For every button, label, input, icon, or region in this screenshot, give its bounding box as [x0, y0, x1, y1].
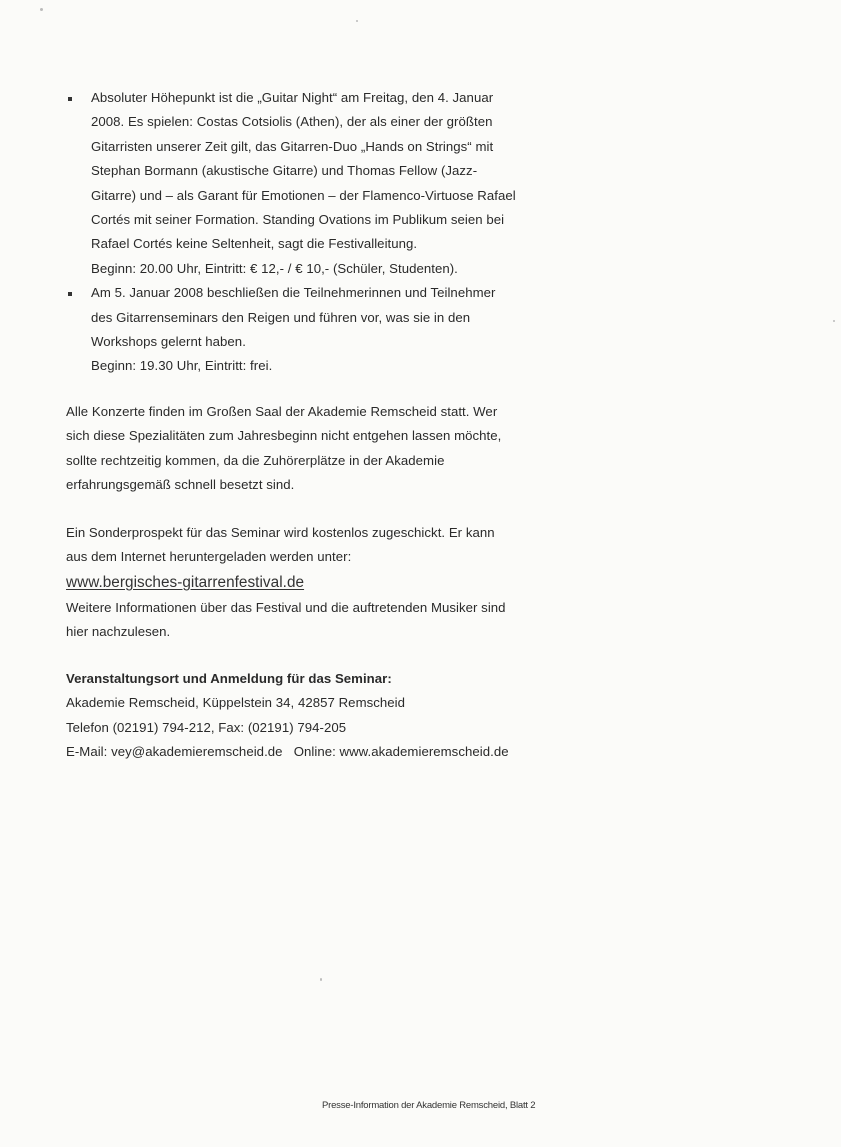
paragraph-line: Weitere Informationen über das Festival und die auftretenden Musiker sind: [66, 599, 506, 615]
bullet-line: Beginn: 19.30 Uhr, Eintritt: frei.: [91, 358, 273, 374]
scan-speck: [833, 320, 835, 322]
paragraph-line: Ein Sonderprospekt für das Seminar wird kostenlos zugeschickt. Er kann: [66, 525, 495, 540]
scan-speck: [320, 978, 322, 981]
scan-speck: [356, 20, 358, 22]
bullet-line: Beginn: 20.00 Uhr, Eintritt: € 12,- / € 10,- (Schüler, Studenten).: [91, 260, 458, 276]
contact-address: Akademie Remscheid, Küppelstein 34, 42857 Remscheid: [66, 695, 406, 711]
bullet-marker: [68, 292, 72, 296]
festival-website-link[interactable]: www.bergisches-gitarrenfestival.de: [66, 573, 305, 591]
bullet-line: 2008. Es spielen: Costas Cotsiolis (Athen), der als einer der größten: [91, 114, 493, 130]
contact-block: [66, 667, 546, 765]
scan-speck: [40, 8, 43, 11]
paragraph-line: sich diese Spezialitäten zum Jahresbeginn nicht entgehen lassen möchte,: [66, 428, 502, 444]
bullet-line: Gitarre) und – als Garant für Emotionen – der Flamenco-Virtuose Rafael: [91, 187, 516, 203]
contact-heading: Veranstaltungsort und Anmeldung für das Seminar:: [66, 671, 392, 686]
paragraph-line: Alle Konzerte finden im Großen Saal der Akademie Remscheid statt. Wer: [66, 404, 498, 419]
prospect-paragraph: [66, 521, 546, 645]
bullet-marker: [68, 97, 72, 101]
contact-phone: Telefon (02191) 794-212, Fax: (02191) 794-205: [66, 719, 347, 735]
bullet-line: Gitarristen unserer Zeit gilt, das Gitarren-Duo „Hands on Strings“ mit: [91, 138, 494, 154]
bullet-guitar-night: [66, 86, 546, 281]
bullet-line: Workshops gelernt haben.: [91, 334, 246, 350]
contact-email-online: E-Mail: vey@akademieremscheid.de Online: www.akademieremscheid.de: [66, 744, 509, 760]
bullet-line: Cortés mit seiner Formation. Standing Ovations im Publikum seien bei: [91, 212, 505, 228]
paragraph-line: hier nachzulesen.: [66, 624, 171, 640]
bullet-line: Rafael Cortés keine Seltenheit, sagt die Festivalleitung.: [91, 236, 418, 252]
bullet-seminar-finale: [66, 281, 546, 379]
bullet-line: Absoluter Höhepunkt ist die „Guitar Night“ am Freitag, den 4. Januar: [91, 90, 494, 105]
bullet-line: des Gitarrenseminars den Reigen und führen vor, was sie in den: [91, 309, 471, 325]
concert-paragraph: [66, 400, 546, 498]
bullet-line: Am 5. Januar 2008 beschließen die Teilnehmerinnen und Teilnehmer: [91, 285, 496, 301]
paragraph-line: erfahrungsgemäß schnell besetzt sind.: [66, 477, 295, 493]
paragraph-line: sollte rechtzeitig kommen, da die Zuhörerplätze in der Akademie: [66, 452, 445, 468]
event-bullet-list: [66, 86, 546, 379]
page-footer: Presse-Information der Akademie Remscheid, Blatt 2: [322, 1100, 536, 1111]
bullet-line: Stephan Bormann (akustische Gitarre) und Thomas Fellow (Jazz-: [91, 163, 478, 179]
paragraph-line: aus dem Internet heruntergeladen werden unter:: [66, 549, 352, 565]
